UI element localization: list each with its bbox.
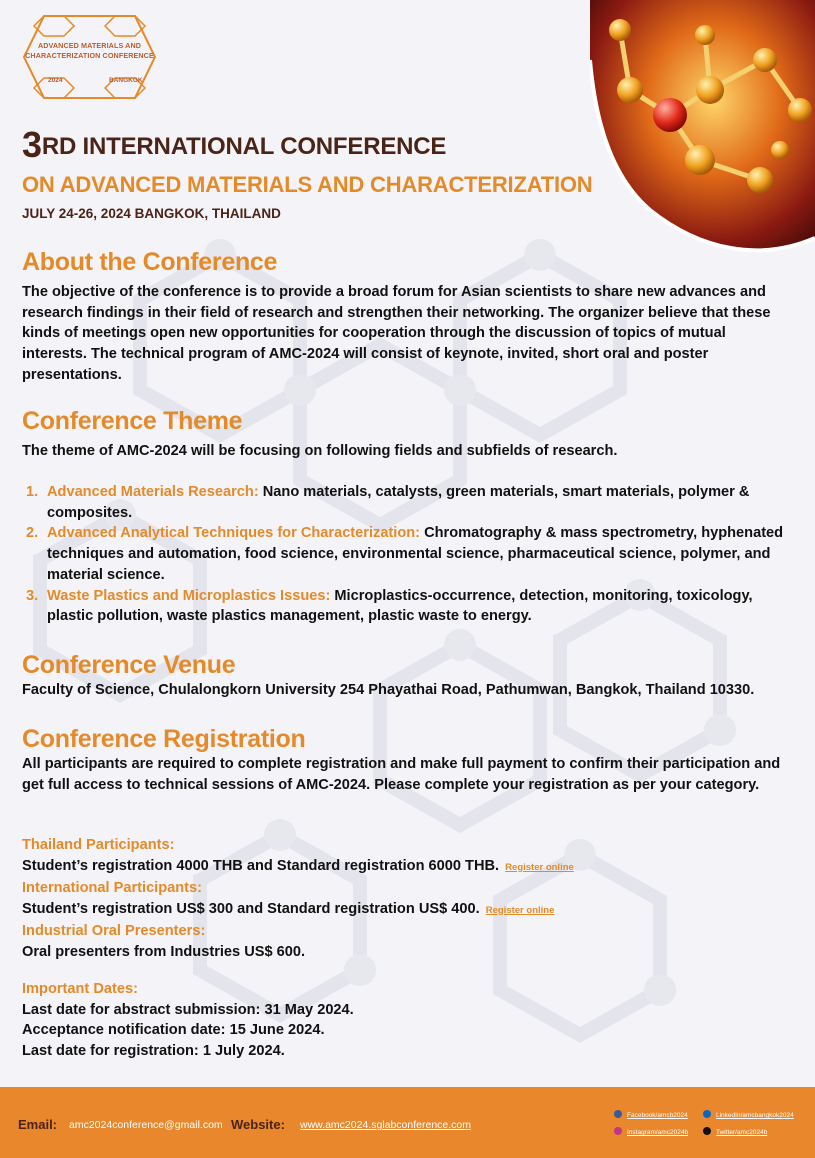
date-item: Last date for registration: 1 July 2024. [22,1042,285,1059]
theme-item-text: Chromatography & mass spectrometry, hyphenated techniques and automation, food science, environmental science, pharmaceutical science, polymer, and material science. [47,525,784,583]
theme-item-number: 2. [26,525,39,542]
international-label: International Participants: [22,880,203,896]
linkedin-icon [703,1110,711,1118]
website-link[interactable]: www.amc2024.sglabconference.com [300,1119,472,1131]
international-register-link[interactable]: Register online [485,904,555,916]
linkedin-link[interactable] [703,1110,794,1119]
twitter-icon [703,1127,711,1135]
conference-logo [22,14,157,100]
logo-line-2: CHARACTERIZATION CONFERENCE [25,51,154,60]
international-text: Student’s registration US$ 300 and Standard registration US$ 400. [22,900,480,917]
theme-item [26,482,796,523]
logo-year: 2024 [48,77,63,84]
email-label: Email: [18,1117,58,1132]
theme-item-text: Nano materials, catalysts, green materials, smart materials, polymer & composites. [47,484,750,521]
title-rest: RD INTERNATIONAL CONFERENCE [41,133,447,160]
industrial-label: Industrial Oral Presenters: [22,923,206,939]
facebook-link[interactable] [614,1110,688,1119]
theme-list [26,482,796,627]
venue-heading: Conference Venue [22,651,236,679]
theme-heading: Conference Theme [22,407,243,435]
logo-city: BANGKOK [109,77,143,84]
conference-dates: JULY 24-26, 2024 BANGKOK, THAILAND [22,206,281,221]
facebook-icon [614,1110,622,1118]
about-heading: About the Conference [22,248,278,276]
registration-heading: Conference Registration [22,725,306,753]
date-item: Acceptance notification date: 15 June 2024. [22,1022,325,1038]
thailand-fees [22,856,802,879]
industrial-text: Oral presenters from Industries US$ 600. [22,943,306,960]
theme-item-title: Advanced Analytical Techniques for Characterization: [47,525,421,542]
date-item: Last date for abstract submission: 31 May 2024. [22,1001,354,1018]
thailand-text: Student’s registration 4000 THB and Standard registration 6000 THB. [22,857,500,874]
theme-item-title: Advanced Materials Research: [47,484,259,500]
important-dates [22,979,802,1061]
important-dates-label: Important Dates: [22,981,138,997]
theme-item-title: Waste Plastics and Microplastics Issues: [47,587,331,604]
registration-text: All participants are required to complete registration and make full payment to confirm their participation and get full access to technical sessions of AMC-2024. Please complete your registration as per your category. [22,756,781,793]
international-fees [22,899,802,922]
facebook-text: Facebook/amcb2024 [627,1112,688,1119]
venue-text: Faculty of Science, Chulalongkorn University 254 Phayathai Road, Pathumwan, Bangkok, Thailand 10330. [22,682,755,698]
twitter-link[interactable] [703,1127,767,1136]
about-text: The objective of the conference is to provide a broad forum for Asian scientists to share new advances and research findings in their field of research and strengthen their networking. The organizer believe that these kinds of meetings open new opportunities for cooperation through the discussion of topics of mutual interests. The technical program of AMC-2024 will consist of keynote, invited, short oral and poster presentations. [22,284,771,383]
theme-item-number: 1. [26,484,39,500]
theme-item-text: Microplastics-occurrence, detection, monitoring, toxicology, plastic pollution, waste plastics management, plastic waste to energy. [47,587,753,625]
twitter-text: Twitter/amc2024b [716,1129,768,1136]
theme-intro: The theme of AMC-2024 will be focusing on following fields and subfields of research. [22,443,618,459]
instagram-icon [614,1127,622,1135]
linkedin-text: LinkedIn/amcbangkok2024 [716,1112,794,1119]
instagram-link[interactable] [614,1127,688,1136]
website-label: Website: [231,1117,285,1132]
logo-line-1: ADVANCED MATERIALS AND [37,41,142,50]
registration-categories [22,835,802,962]
thailand-label: Thailand Participants: [22,837,175,853]
title-number: 3 [22,124,42,165]
conference-subtitle: ON ADVANCED MATERIALS AND CHARACTERIZATION [22,172,593,197]
theme-item [26,586,796,627]
instagram-text: Instagram/amc2024b [627,1129,689,1136]
theme-item-number: 3. [26,587,39,604]
footer-bar [0,1087,815,1158]
theme-item [26,523,796,585]
molecule-image [590,0,815,256]
conference-title [22,124,446,166]
thailand-register-link[interactable]: Register online [505,861,574,873]
email-link[interactable]: amc2024conference@gmail.com [69,1119,223,1131]
